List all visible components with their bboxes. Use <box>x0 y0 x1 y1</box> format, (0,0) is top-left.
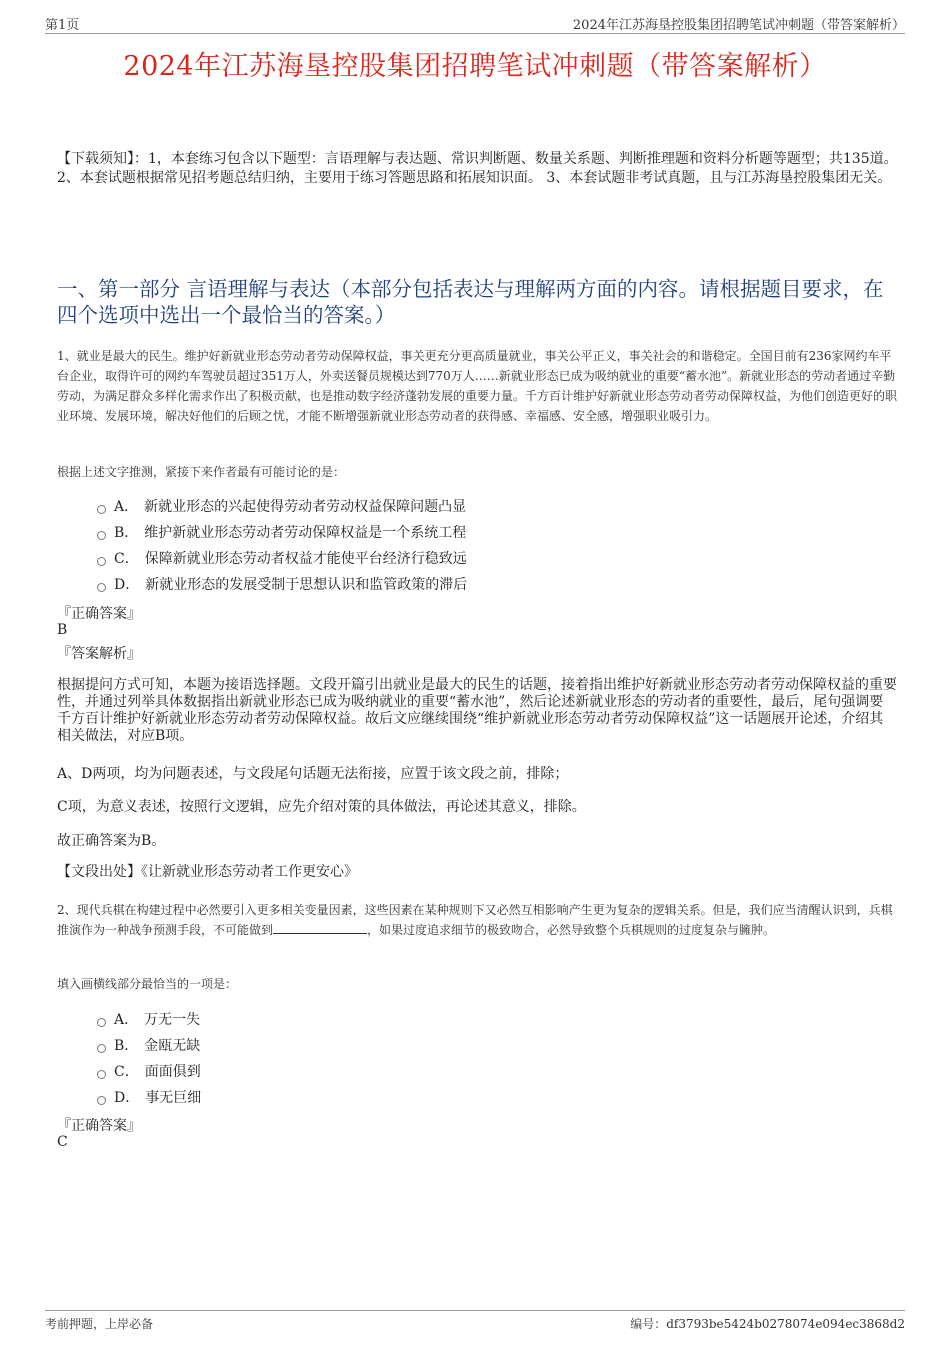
page-header <box>45 14 905 34</box>
q2-prompt: 填入画横线部分最恰当的一项是： <box>57 977 238 991</box>
radio-icon[interactable] <box>97 1018 106 1027</box>
q1-answer-label: 『正确答案』 <box>57 606 141 622</box>
q1-option-a[interactable]: A． 新就业形态的兴起使得劳动者劳动权益保障问题凸显 <box>97 493 467 519</box>
footer-rule <box>45 1310 905 1312</box>
radio-icon[interactable] <box>97 531 106 540</box>
q1-analysis-1: 根据提问方式可知，本题为接语选择题。文段开篇引出就业是最大的民生的话题，接着指出维护好新就业形态劳动者劳动保障权益的重要性，并通过列举具体数据指出新就业形态已成为吸纳就业的重要“蓄水池”，然后论述新就业形态的劳动者的重要性，最后，尾句强调要千方百计维护好新就业形态劳动者劳动保障权益。故后文应继续围绕“维护新就业形态劳动者劳动保障权益”这一话题展开论述，介绍其相关做法，对应B项。 <box>57 677 897 744</box>
fill-blank <box>273 922 367 934</box>
q1-option-c[interactable]: C． 保障新就业形态劳动者权益才能使平台经济行稳致远 <box>97 545 467 571</box>
q2-options <box>97 1006 201 1110</box>
q1-analysis-label: 『答案解析』 <box>57 646 141 662</box>
page-number: 第1页 <box>45 18 80 33</box>
q1-source: 【文段出处】《让新就业形态劳动者工作更安心》 <box>57 864 358 880</box>
q1-analysis-3: C项，为意义表述，按照行文逻辑，应先介绍对策的具体做法，再论述其意义，排除。 <box>57 799 586 815</box>
radio-icon[interactable] <box>97 1070 106 1079</box>
q2-option-d[interactable]: D． 事无巨细 <box>97 1084 201 1110</box>
page-title: 2024年江苏海垦控股集团招聘笔试冲刺题（带答案解析） <box>123 51 827 82</box>
q2-stem: 2、现代兵棋在构建过程中必然要引入更多相关变量因素，这些因素在某种规则下又必然互相影响产生更为复杂的逻辑关系。但是，我们应当清醒认识到，兵棋推演作为一种战争预测手段，不可能做到 ，如果过度追求细节的极致吻合，必然导致整个兵棋规则的过度复杂与臃肿。 <box>57 903 893 937</box>
radio-icon[interactable] <box>97 1096 106 1105</box>
radio-icon[interactable] <box>97 583 106 592</box>
footer-doc-id: 编号：df3793be5424b0278074e094ec3868d2 <box>630 1317 905 1331</box>
q2-option-b[interactable]: B． 金瓯无缺 <box>97 1032 201 1058</box>
q2-option-c[interactable]: C． 面面俱到 <box>97 1058 201 1084</box>
radio-icon[interactable] <box>97 1044 106 1053</box>
q1-prompt: 根据上述文字推测，紧接下来作者最有可能讨论的是： <box>57 465 346 479</box>
download-notice: 【下载须知】：1，本套练习包含以下题型：言语理解与表达题、常识判断题、数量关系题、判断推理题和资料分析题等题型；共135道。 2、本套试题根据常见招考题总结归纳，主要用于练习答题思路和拓展知识面。 3、本套试题非考试真题，且与江苏海垦控股集团无关。 <box>57 151 898 186</box>
q1-option-b[interactable]: B． 维护新就业形态劳动者劳动保障权益是一个系统工程 <box>97 519 467 545</box>
section-heading: 一、第一部分 言语理解与表达（本部分包括表达与理解两方面的内容。请根据题目要求，在四个选项中选出一个最恰当的答案。） <box>57 277 884 327</box>
header-doc-title: 2024年江苏海垦控股集团招聘笔试冲刺题（带答案解析） <box>572 18 905 33</box>
radio-icon[interactable] <box>97 505 106 514</box>
q1-option-d[interactable]: D． 新就业形态的发展受制于思想认识和监管政策的滞后 <box>97 571 467 597</box>
q1-analysis-2: A、D两项，均为问题表述，与文段尾句话题无法衔接，应置于该文段之前，排除； <box>57 766 569 782</box>
footer-slogan: 考前押题，上岸必备 <box>45 1317 154 1331</box>
q1-options <box>97 493 467 597</box>
q2-answer-label: 『正确答案』 <box>57 1118 141 1134</box>
radio-icon[interactable] <box>97 557 106 566</box>
q2-answer: C <box>57 1134 68 1150</box>
q1-answer: B <box>57 622 68 638</box>
q1-analysis-4: 故正确答案为B。 <box>57 833 166 849</box>
q1-stem: 1、就业是最大的民生。维护好新就业形态劳动者劳动保障权益，事关更充分更高质量就业，事关公平正义，事关社会的和谐稳定。全国目前有236家网约车平台企业，取得许可的网约车驾驶员超过351万人，外卖送餐员规模达到770万人……新就业形态已成为吸纳就业的重要“蓄水池”。新就业形态的劳动者通过辛勤劳动，为满足群众多样化需求作出了积极贡献，也是推动数字经济蓬勃发展的重要力量。千方百计维护好新就业形态劳动者劳动保障权益，为他们创造更好的职业环境、发展环境，解决好他们的后顾之忧，才能不断增强新就业形态劳动者的获得感、幸福感、安全感，增强职业吸引力。 <box>57 349 898 423</box>
q2-option-a[interactable]: A． 万无一失 <box>97 1006 201 1032</box>
